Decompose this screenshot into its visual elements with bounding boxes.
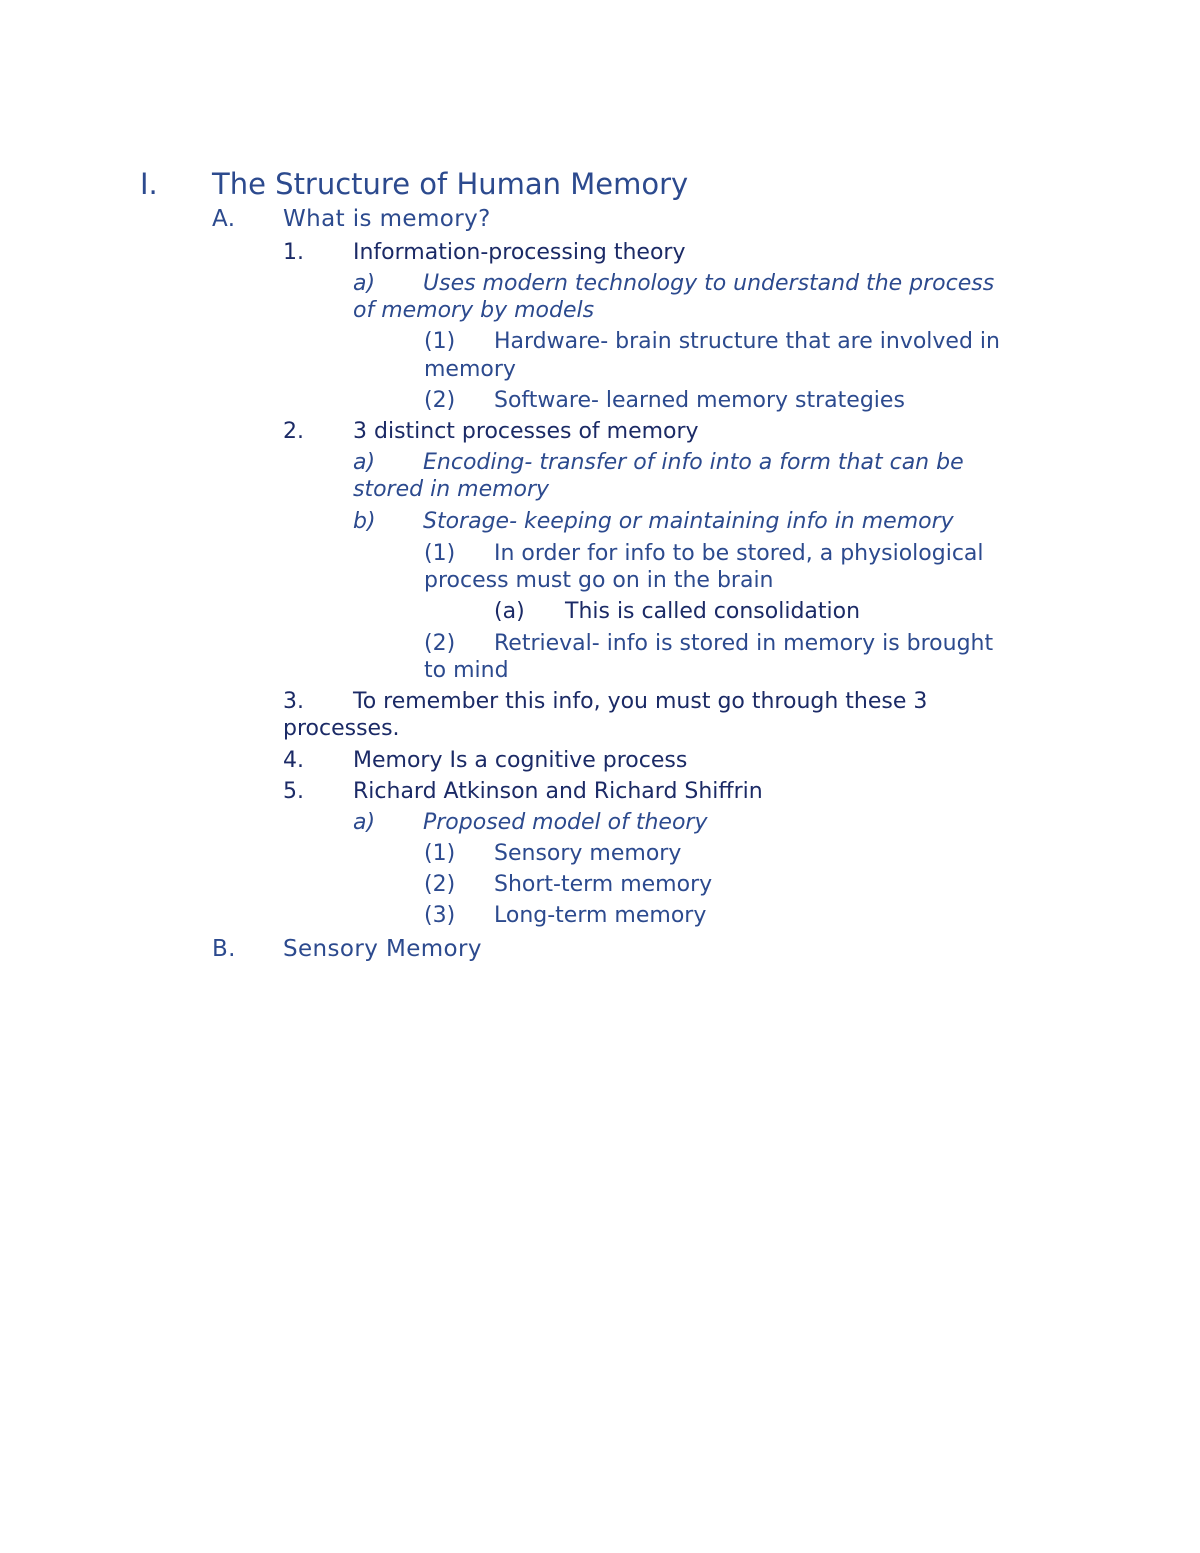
item-text: Short-term memory: [494, 872, 713, 897]
item-text: What is memory?: [283, 206, 491, 232]
item-text: Richard Atkinson and Richard Shiffrin: [353, 779, 763, 804]
item-label: a): [353, 271, 376, 296]
item-label: (1): [424, 541, 456, 566]
item-text: Retrieval- info is stored in memory is brought: [494, 631, 994, 656]
item-label: 1.: [283, 240, 304, 265]
item-text: In order for info to be stored, a physiological: [494, 541, 984, 566]
item-text: 3 distinct processes of memory: [353, 419, 699, 444]
item-label: 2.: [283, 419, 304, 444]
item-text: Proposed model of theory: [423, 810, 708, 835]
item-label: a): [353, 810, 376, 835]
item-text: To remember this info, you must go through these 3: [353, 689, 928, 714]
item-continuation: stored in memory: [353, 477, 550, 502]
item-label: (a): [494, 599, 525, 624]
item-label: 3.: [283, 689, 304, 714]
item-text: Encoding- transfer of info into a form that can be: [423, 450, 964, 475]
item-continuation: of memory by models: [353, 298, 595, 323]
item-text: Memory Is a cognitive process: [353, 748, 688, 773]
item-text: Uses modern technology to understand the process: [423, 271, 995, 296]
item-label: 5.: [283, 779, 304, 804]
item-text: Storage- keeping or maintaining info in memory: [423, 509, 954, 534]
item-text: Hardware- brain structure that are involved in: [494, 329, 1000, 354]
item-label: A.: [212, 206, 236, 232]
item-label: (1): [424, 841, 456, 866]
item-label: (3): [424, 903, 456, 928]
item-label: (2): [424, 631, 456, 656]
item-text: The Structure of Human Memory: [212, 167, 689, 201]
item-label: 4.: [283, 748, 304, 773]
item-text: Information-processing theory: [353, 240, 686, 265]
item-label: a): [353, 450, 376, 475]
item-label: (1): [424, 329, 456, 354]
item-continuation: process must go on in the brain: [424, 568, 774, 593]
item-text: Sensory memory: [494, 841, 682, 866]
item-continuation: memory: [424, 357, 516, 382]
item-continuation: to mind: [424, 658, 509, 683]
item-text: Software- learned memory strategies: [494, 388, 905, 413]
item-label: I.: [140, 167, 158, 201]
item-text: Sensory Memory: [283, 936, 482, 962]
item-label: b): [353, 509, 376, 534]
item-label: B.: [212, 936, 236, 962]
item-text: This is called consolidation: [565, 599, 861, 624]
item-continuation: processes.: [283, 716, 400, 741]
item-label: (2): [424, 872, 456, 897]
item-label: (2): [424, 388, 456, 413]
item-text: Long-term memory: [494, 903, 707, 928]
